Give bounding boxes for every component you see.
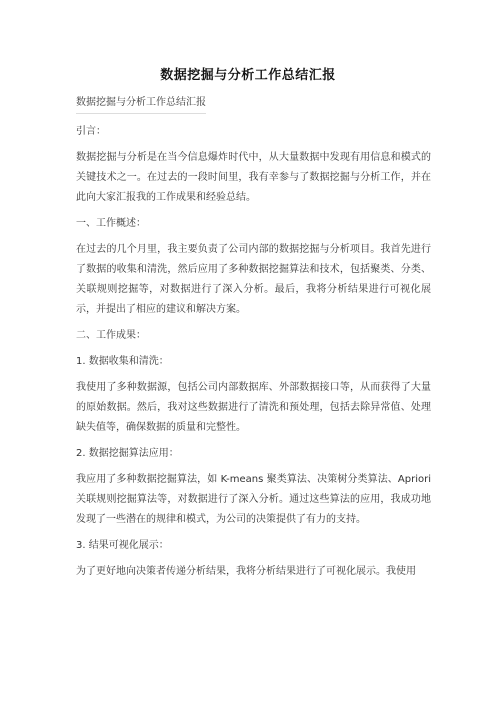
intro-heading: 引言： xyxy=(76,126,106,137)
overview-paragraph: 在过去的几个月里，我主要负责了公司内部的数据挖掘与分析项目。我首先进行了数据的收集和清洗，然后应用了多种数据挖掘算法和技术，包括聚类、分类、关联规则挖掘等，对数据进行了深入分析。最后，我将分析结果进行可视化展示，并提出了相应的建议和解决方案。 xyxy=(76,244,431,315)
section-heading-overview: 一、工作概述： xyxy=(76,218,146,229)
item-heading-data-collection: 1. 数据收集和清洗： xyxy=(76,356,169,367)
document-subtitle: 数据挖掘与分析工作总结汇报 xyxy=(76,93,206,114)
item-heading-algorithms: 2. 数据挖掘算法应用： xyxy=(76,448,179,459)
data-collection-paragraph: 我使用了多种数据源，包括公司内部数据库、外部数据接口等，从而获得了大量的原始数据。然后，我对这些数据进行了清洗和预处理，包括去除异常值、处理缺失值等，确保数据的质量和完整性。 xyxy=(76,382,431,433)
visualization-paragraph: 为了更好地向决策者传递分析结果，我将分析结果进行了可视化展示。我使用 xyxy=(76,566,416,577)
algorithms-paragraph: 我应用了多种数据挖掘算法，如 K-means 聚类算法、决策树分类算法、Apriori 关联规则挖掘算法等，对数据进行了深入分析。通过这些算法的应用，我成功地发现了一些潜在的规律和模式，为公司的决策提供了有力的支持。 xyxy=(76,474,431,525)
intro-paragraph: 数据挖掘与分析是在当今信息爆炸时代中，从大量数据中发现有用信息和模式的关键技术之一。在过去的一段时间里，我有幸参与了数据挖掘与分析工作，并在此向大家汇报我的工作成果和经验总结。 xyxy=(76,152,431,203)
item-heading-visualization: 3. 结果可视化展示： xyxy=(76,540,169,551)
document-title: 数据挖掘与分析工作总结汇报 xyxy=(160,68,336,83)
section-heading-results: 二、工作成果： xyxy=(76,330,146,341)
document-body xyxy=(76,93,431,588)
